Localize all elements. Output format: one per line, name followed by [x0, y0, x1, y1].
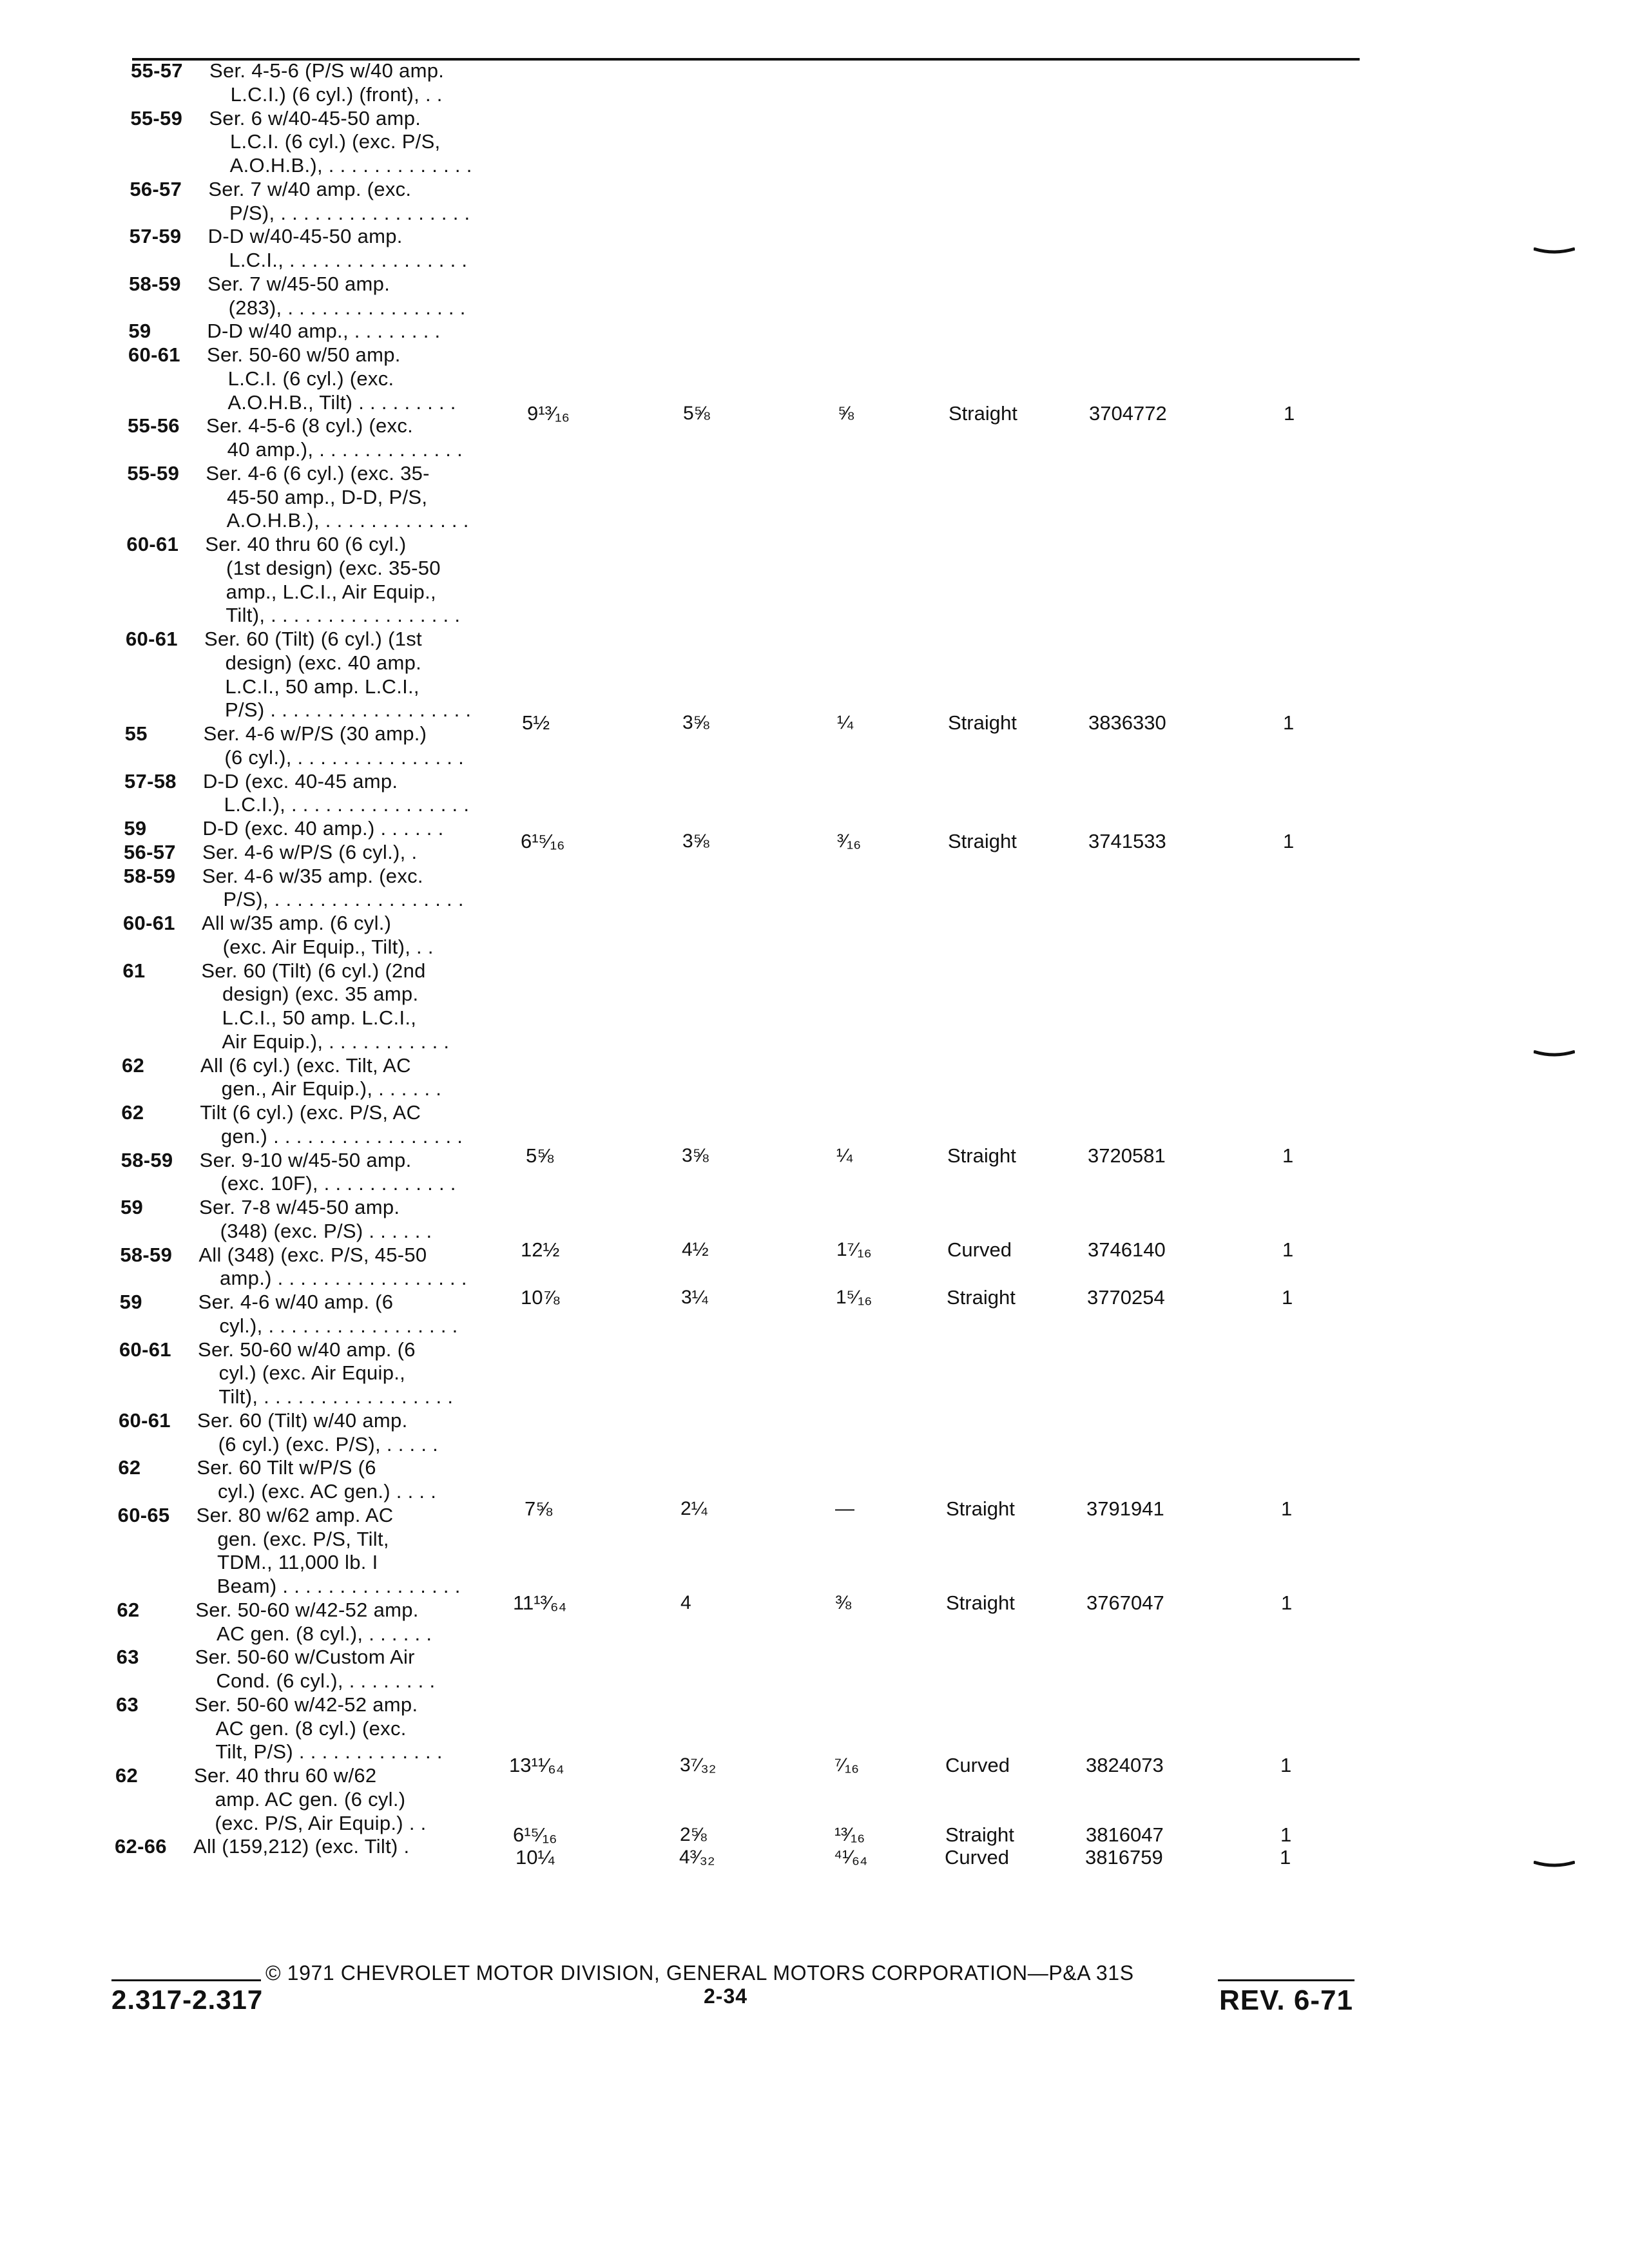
- application-description: (348) (exc. P/S) . . . . . .: [220, 1219, 432, 1242]
- model-years: 62: [121, 1101, 144, 1124]
- shape-type: Straight: [947, 1286, 1016, 1309]
- application-description: Ser. 80 w/62 amp. AC: [196, 1503, 394, 1526]
- quantity: 1: [1282, 1286, 1293, 1309]
- model-years: 55-56: [128, 414, 180, 437]
- application-description: D-D (exc. 40-45 amp.: [203, 769, 398, 793]
- application-description: Ser. 4-5-6 (8 cyl.) (exc.: [206, 414, 414, 437]
- part-number: 3816759: [1085, 1846, 1163, 1869]
- part-number: 3767047: [1086, 1591, 1164, 1614]
- application-description: AC gen. (8 cyl.), . . . . . .: [217, 1622, 432, 1645]
- model-years: 62: [118, 1456, 141, 1479]
- application-description: amp. AC gen. (6 cyl.): [215, 1787, 406, 1811]
- quantity: 1: [1283, 830, 1295, 852]
- dimension-a: 5⅝: [526, 1144, 554, 1167]
- model-years: 60-61: [119, 1408, 171, 1432]
- dimension-c: ⅜: [835, 1592, 852, 1613]
- model-years: 62: [115, 1764, 139, 1787]
- application-description: Tilt (6 cyl.) (exc. P/S, AC: [200, 1101, 421, 1124]
- application-description: cyl.) (exc. AC gen.) . . . .: [218, 1480, 437, 1503]
- dimension-c: ¹³⁄₁₆: [834, 1824, 865, 1845]
- dimension-c: ³⁄₁₆: [837, 831, 862, 852]
- margin-binding-mark: [1534, 247, 1575, 254]
- dimension-b: 5⅝: [683, 403, 710, 424]
- dimension-b: 4½: [682, 1239, 709, 1260]
- quantity: 1: [1282, 1238, 1294, 1261]
- quantity: 1: [1282, 1144, 1294, 1167]
- application-description: amp.) . . . . . . . . . . . . . . . . .: [220, 1267, 467, 1290]
- model-years: 63: [116, 1646, 139, 1669]
- footer-rule: [1218, 1979, 1354, 1981]
- model-years: 59: [120, 1196, 144, 1218]
- quantity: 1: [1283, 711, 1295, 734]
- model-years: 57-58: [124, 769, 177, 793]
- footer-rule: [111, 1979, 261, 1981]
- dimension-a: 11¹³⁄₆₄: [513, 1591, 567, 1614]
- dimension-c: ⁴¹⁄₆₄: [834, 1847, 868, 1868]
- dimension-a: 6¹⁵⁄₁₆: [521, 830, 565, 852]
- application-description: Ser. 4-6 w/P/S (30 amp.): [203, 722, 427, 745]
- dimension-b: 4³⁄₃₂: [679, 1847, 715, 1868]
- shape-type: Straight: [948, 711, 1017, 734]
- part-number: 3816047: [1086, 1823, 1164, 1846]
- shape-type: Straight: [949, 402, 1017, 425]
- application-description: amp., L.C.I., Air Equip.,: [226, 580, 436, 603]
- application-description: Ser. 60 (Tilt) (6 cyl.) (1st: [204, 628, 422, 650]
- dimension-c: ⅝: [838, 403, 854, 424]
- model-years: 61: [122, 959, 146, 982]
- model-years: 62: [117, 1598, 140, 1621]
- dimension-a: 10⅞: [521, 1286, 560, 1309]
- part-number: 3824073: [1086, 1754, 1164, 1776]
- application-description: L.C.I. (6 cyl.) (exc.: [227, 367, 394, 390]
- application-description: Ser. 9-10 w/45-50 amp.: [199, 1148, 412, 1171]
- application-description: Air Equip.), . . . . . . . . . . .: [222, 1030, 450, 1053]
- model-years: 60-61: [128, 343, 180, 366]
- model-years: 55-59: [127, 461, 180, 485]
- application-description: L.C.I. (6 cyl.) (exc. P/S,: [230, 130, 441, 153]
- section-number: 2.317-2.317: [111, 1984, 264, 2015]
- application-description: Tilt, P/S) . . . . . . . . . . . . .: [215, 1740, 443, 1763]
- margin-binding-mark: [1534, 1050, 1575, 1057]
- application-description: Ser. 7 w/40 amp. (exc.: [208, 177, 412, 200]
- application-description: Ser. 4-6 w/35 amp. (exc.: [202, 864, 423, 887]
- dimension-a: 9¹³⁄₁₆: [527, 402, 570, 425]
- application-description: gen.) . . . . . . . . . . . . . . . . .: [221, 1124, 463, 1148]
- application-description: gen., Air Equip.), . . . . . .: [221, 1077, 442, 1100]
- part-number: 3770254: [1087, 1286, 1165, 1309]
- shape-type: Straight: [945, 1823, 1014, 1846]
- shape-type: Straight: [948, 830, 1017, 852]
- quantity: 1: [1280, 1754, 1292, 1776]
- model-years: 60-65: [117, 1503, 170, 1526]
- application-description: L.C.I., 50 amp. L.C.I.,: [225, 675, 419, 698]
- application-description: Tilt), . . . . . . . . . . . . . . . . .: [218, 1385, 454, 1408]
- application-description: 45-50 amp., D-D, P/S,: [227, 485, 428, 508]
- application-description: A.O.H.B.), . . . . . . . . . . . . .: [229, 154, 472, 177]
- application-description: Ser. 60 (Tilt) w/40 amp.: [197, 1408, 408, 1432]
- part-number: 3746140: [1088, 1238, 1166, 1261]
- part-number: 3741533: [1088, 830, 1166, 852]
- application-description: Ser. 50-60 w/42-52 amp.: [195, 1693, 418, 1716]
- application-description: D-D (exc. 40 amp.) . . . . . .: [202, 817, 444, 840]
- part-number: 3704772: [1089, 402, 1167, 425]
- shape-type: Curved: [945, 1754, 1010, 1776]
- model-years: 60-61: [126, 533, 179, 555]
- application-description: D-D w/40 amp., . . . . . . . .: [207, 320, 441, 343]
- model-years: 55-59: [130, 106, 183, 130]
- quantity: 1: [1281, 1591, 1293, 1614]
- application-description: P/S), . . . . . . . . . . . . . . . . .: [229, 201, 470, 224]
- quantity: 1: [1280, 1823, 1292, 1846]
- application-description: Ser. 4-6 (6 cyl.) (exc. 35-: [206, 461, 430, 485]
- model-years: 58-59: [120, 1148, 173, 1171]
- model-years: 58-59: [123, 864, 176, 887]
- dimension-a: 7⅝: [525, 1497, 553, 1520]
- model-years: 60-61: [119, 1338, 171, 1361]
- dimension-b: 3⅝: [682, 831, 709, 852]
- application-description: P/S), . . . . . . . . . . . . . . . . .: [223, 888, 464, 911]
- application-description: 40 amp.), . . . . . . . . . . . . .: [227, 438, 463, 461]
- application-description: cyl.) (exc. Air Equip.,: [218, 1361, 406, 1385]
- dimension-a: 5½: [522, 711, 550, 734]
- dimension-b: 4: [680, 1592, 691, 1613]
- application-description: L.C.I., 50 amp. L.C.I.,: [222, 1006, 417, 1029]
- application-description: L.C.I.), . . . . . . . . . . . . . . . .: [224, 793, 470, 816]
- model-years: 59: [124, 817, 147, 840]
- application-description: A.O.H.B., Tilt) . . . . . . . . .: [227, 390, 456, 414]
- application-description: design) (exc. 35 amp.: [222, 983, 419, 1006]
- application-description: Ser. 40 thru 60 (6 cyl.): [205, 533, 407, 555]
- dimension-b: 3⁷⁄₃₂: [680, 1754, 717, 1776]
- application-description: Ser. 6 w/40-45-50 amp.: [209, 106, 421, 130]
- application-description: Ser. 60 (Tilt) (6 cyl.) (2nd: [201, 959, 426, 982]
- application-description: A.O.H.B.), . . . . . . . . . . . . .: [226, 509, 469, 532]
- application-description: (exc. P/S, Air Equip.) . .: [215, 1811, 427, 1834]
- application-description: All w/35 amp. (6 cyl.): [202, 912, 392, 934]
- application-description: Beam) . . . . . . . . . . . . . . . .: [217, 1575, 461, 1597]
- application-description: All (159,212) (exc. Tilt) .: [193, 1835, 410, 1858]
- application-description: Ser. 50-60 w/40 amp. (6: [198, 1338, 416, 1361]
- application-description: L.C.I.) (6 cyl.) (front), . .: [230, 82, 443, 106]
- part-number: 3836330: [1088, 711, 1166, 734]
- application-description: gen. (exc. P/S, Tilt,: [217, 1527, 389, 1550]
- model-years: 60-61: [123, 912, 175, 934]
- application-description: All (348) (exc. P/S, 45-50: [198, 1243, 427, 1266]
- dimension-b: 3¼: [681, 1287, 708, 1308]
- application-description: All (6 cyl.) (exc. Tilt, AC: [200, 1053, 411, 1077]
- application-description: cyl.), . . . . . . . . . . . . . . . . .: [219, 1314, 458, 1337]
- shape-type: Straight: [946, 1497, 1015, 1520]
- model-years: 62: [122, 1053, 145, 1077]
- dimension-c: 1⁵⁄₁₆: [836, 1287, 872, 1308]
- margin-binding-mark: [1534, 1861, 1575, 1867]
- application-description: (6 cyl.) (exc. P/S), . . . . .: [218, 1432, 439, 1456]
- model-years: 56-57: [130, 177, 182, 200]
- application-description: Ser. 4-5-6 (P/S w/40 amp.: [209, 59, 445, 82]
- model-years: 56-57: [124, 840, 176, 863]
- dimension-c: —: [835, 1498, 854, 1519]
- dimension-b: 2⅝: [680, 1824, 707, 1845]
- application-description: Cond. (6 cyl.), . . . . . . . .: [216, 1669, 436, 1692]
- dimension-b: 3⅝: [682, 712, 709, 733]
- dimension-c: ¼: [837, 712, 854, 733]
- dimension-a: 12½: [521, 1238, 560, 1261]
- application-description: Ser. 50-60 w/Custom Air: [195, 1646, 415, 1669]
- model-years: 63: [116, 1693, 139, 1716]
- shape-type: Straight: [946, 1591, 1015, 1614]
- quantity: 1: [1281, 1497, 1293, 1520]
- model-years: 57-59: [129, 225, 182, 248]
- model-years: 59: [128, 320, 151, 343]
- model-years: 59: [119, 1291, 142, 1313]
- application-description: Ser. 60 Tilt w/P/S (6: [197, 1456, 376, 1479]
- shape-type: Curved: [947, 1238, 1012, 1261]
- part-number: 3791941: [1086, 1497, 1164, 1520]
- application-description: Ser. 7-8 w/45-50 amp.: [199, 1196, 400, 1218]
- dimension-c: 1⁷⁄₁₆: [836, 1239, 872, 1260]
- shape-type: Curved: [945, 1846, 1009, 1869]
- model-years: 55: [124, 722, 148, 745]
- application-description: Ser. 50-60 w/42-52 amp.: [195, 1598, 419, 1621]
- model-years: 58-59: [120, 1243, 173, 1266]
- dimension-b: 3⅝: [682, 1145, 709, 1166]
- model-years: 62-66: [115, 1835, 167, 1858]
- model-years: 55-57: [131, 59, 183, 82]
- dimension-a: 6¹⁵⁄₁₆: [513, 1823, 557, 1846]
- application-description: P/S) . . . . . . . . . . . . . . . . . .: [225, 698, 472, 722]
- dimension-c: ¼: [836, 1145, 853, 1166]
- application-description: (exc. Air Equip., Tilt), . .: [222, 935, 434, 958]
- part-number: 3720581: [1088, 1144, 1166, 1167]
- model-years: 58-59: [129, 272, 181, 295]
- application-description: L.C.I., . . . . . . . . . . . . . . . .: [229, 249, 468, 271]
- model-years: 60-61: [126, 628, 178, 650]
- revision-label: REV. 6-71: [1219, 1984, 1353, 2016]
- footer-copyright: © 1971 CHEVROLET MOTOR DIVISION, GENERAL MOTORS CORPORATION—P&A 31S: [265, 1961, 1134, 1984]
- dimension-a: 13¹¹⁄₆₄: [509, 1754, 564, 1776]
- quantity: 1: [1280, 1846, 1291, 1869]
- application-description: AC gen. (8 cyl.) (exc.: [215, 1716, 407, 1740]
- application-description: Ser. 40 thru 60 w/62: [194, 1764, 377, 1787]
- application-description: Tilt), . . . . . . . . . . . . . . . . .: [226, 604, 461, 627]
- application-description: Ser. 4-6 w/40 amp. (6: [198, 1291, 394, 1313]
- shape-type: Straight: [947, 1144, 1016, 1167]
- application-description: Ser. 50-60 w/50 amp.: [207, 343, 401, 366]
- application-description: design) (exc. 40 amp.: [225, 651, 422, 674]
- application-description: (1st design) (exc. 35-50: [226, 556, 441, 579]
- application-description: (6 cyl.), . . . . . . . . . . . . . . .: [224, 745, 465, 769]
- application-description: Ser. 7 w/45-50 amp.: [207, 272, 390, 295]
- application-description: (283), . . . . . . . . . . . . . . . .: [228, 296, 466, 319]
- page-number: 2-34: [704, 1984, 748, 2008]
- application-description: (exc. 10F), . . . . . . . . . . . .: [220, 1172, 456, 1195]
- application-description: TDM., 11,000 lb. I: [217, 1551, 378, 1574]
- application-description: Ser. 4-6 w/P/S (6 cyl.), .: [202, 840, 418, 863]
- dimension-c: ⁷⁄₁₆: [834, 1754, 860, 1776]
- application-description: D-D w/40-45-50 amp.: [207, 225, 403, 248]
- quantity: 1: [1284, 402, 1295, 425]
- dimension-b: 2¼: [680, 1498, 708, 1519]
- dimension-a: 10¼: [516, 1846, 555, 1869]
